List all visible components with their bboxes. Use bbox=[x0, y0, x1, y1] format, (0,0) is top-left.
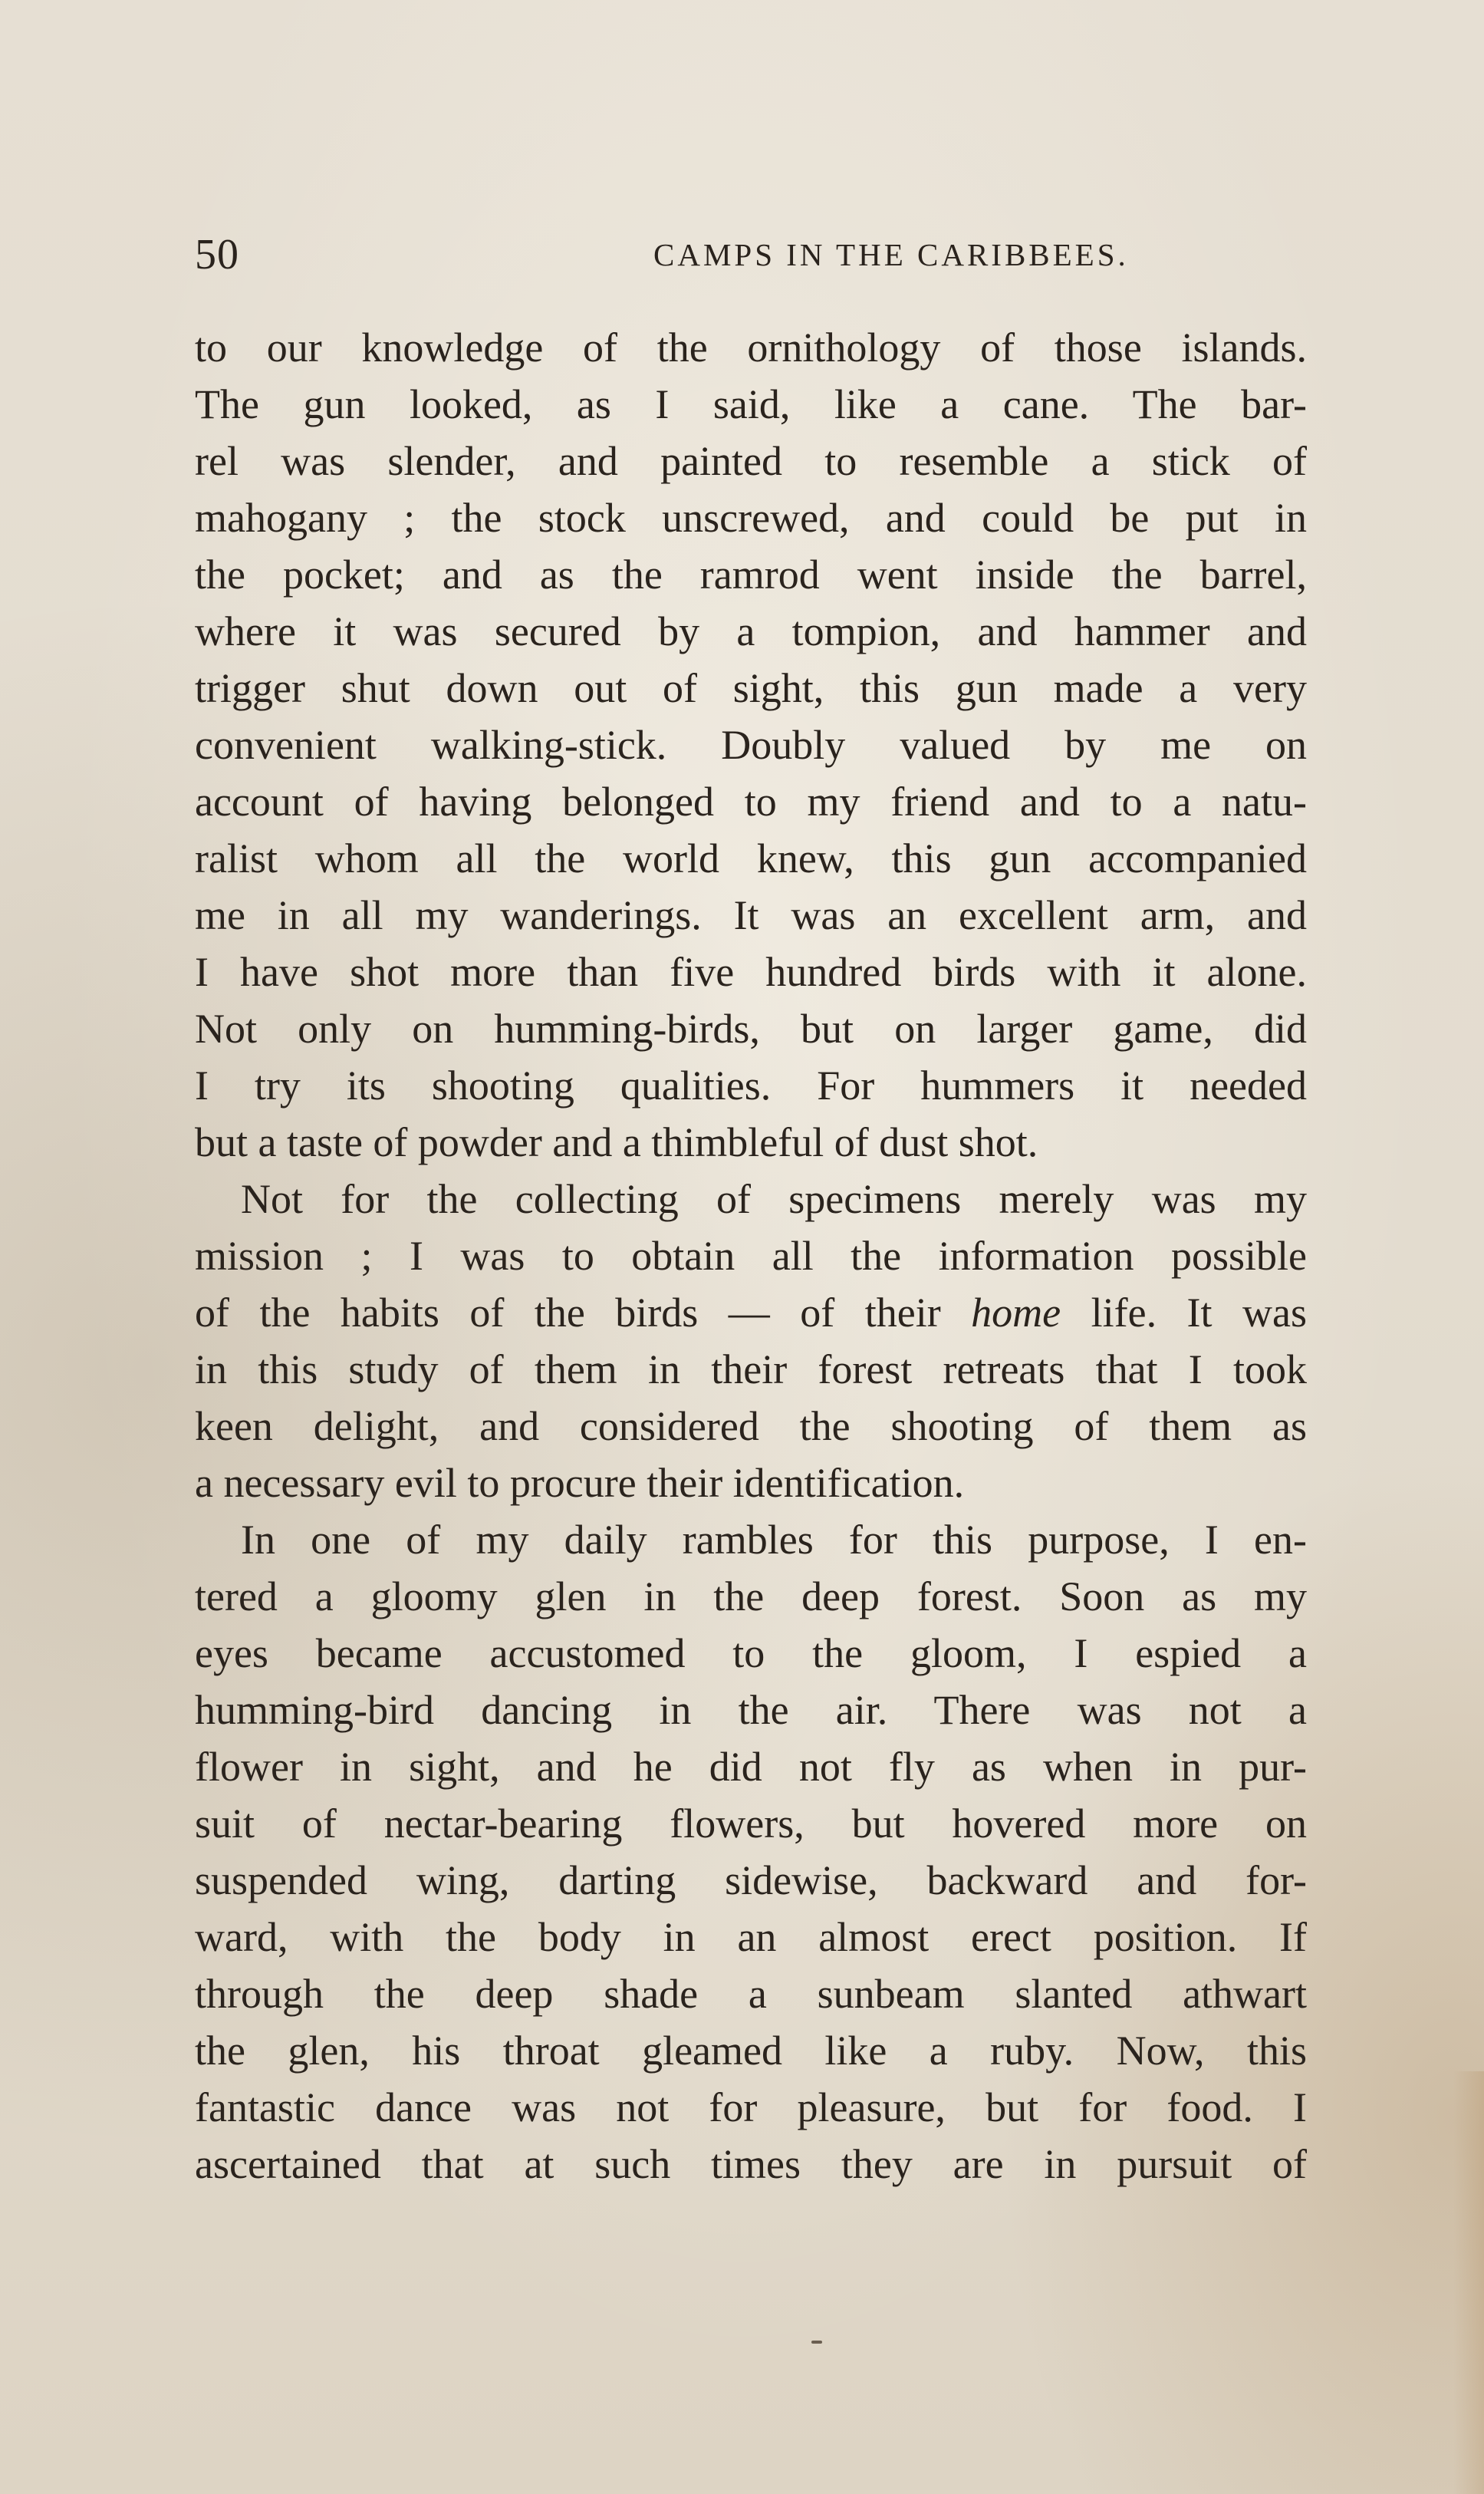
text-line: Not only on humming-birds, but on larger game, did bbox=[195, 1006, 1307, 1052]
text-line: tered a gloomy glen in the deep forest. Soon as my bbox=[195, 1573, 1307, 1619]
text-line: account of having belonged to my friend and to a natu- bbox=[195, 779, 1307, 825]
page-header bbox=[195, 230, 1307, 284]
text-line: a necessary evil to procure their identification. bbox=[195, 1460, 965, 1506]
emphasized-word: home bbox=[971, 1290, 1061, 1336]
text-line: In one of my daily rambles for this purpose, I en- bbox=[241, 1517, 1307, 1563]
text-line: rel was slender, and painted to resemble a stick of bbox=[195, 438, 1307, 484]
text-line: the glen, his throat gleamed like a ruby. Now, this bbox=[195, 2028, 1307, 2074]
text-line: ralist whom all the world knew, this gun accompanied bbox=[195, 835, 1307, 881]
text-line: ascertained that at such times they are in pursuit of bbox=[195, 2141, 1307, 2187]
text-line: I have shot more than five hundred birds with it alone. bbox=[195, 949, 1307, 995]
text-line: me in all my wanderings. It was an excellent arm, and bbox=[195, 892, 1307, 938]
text-line: but a taste of powder and a thimbleful of dust shot. bbox=[195, 1119, 1038, 1165]
text-line: Not for the collecting of specimens merely was my bbox=[241, 1176, 1307, 1222]
text-line: suspended wing, darting sidewise, backward and for- bbox=[195, 1857, 1307, 1903]
running-head: CAMPS IN THE CARIBBEES. bbox=[653, 237, 1129, 272]
text-line: I try its shooting qualities. For hummers it needed bbox=[195, 1063, 1307, 1109]
text-line: the pocket; and as the ramrod went inside the barrel, bbox=[195, 552, 1307, 598]
page-number: 50 bbox=[195, 231, 239, 278]
printer-mark bbox=[811, 2341, 822, 2344]
text-line: of the habits of the birds — of their home life. It was bbox=[195, 1290, 1308, 1336]
text-line: mission ; I was to obtain all the information possible bbox=[195, 1233, 1307, 1279]
text-line: The gun looked, as I said, like a cane. The bar- bbox=[195, 381, 1307, 427]
text-line: in this study of them in their forest retreats that I took bbox=[195, 1346, 1307, 1392]
text-line: eyes became accustomed to the gloom, I espied a bbox=[195, 1630, 1307, 1676]
text-line: mahogany ; the stock unscrewed, and could be put in bbox=[195, 495, 1307, 541]
text-line: through the deep shade a sunbeam slanted athwart bbox=[195, 1971, 1307, 2017]
text-line: fantastic dance was not for pleasure, but for food. I bbox=[195, 2084, 1307, 2130]
text-line: keen delight, and considered the shooting of them as bbox=[195, 1403, 1307, 1449]
text-line: convenient walking-stick. Doubly valued by me on bbox=[195, 722, 1307, 768]
text-line: trigger shut down out of sight, this gun made a very bbox=[195, 665, 1307, 711]
text-line: where it was secured by a tompion, and hammer and bbox=[195, 608, 1307, 654]
body-text bbox=[195, 319, 1307, 2193]
page-edge-stain bbox=[1453, 2071, 1484, 2494]
text-line: ward, with the body in an almost erect position. If bbox=[195, 1914, 1307, 1960]
text-line: suit of nectar-bearing flowers, but hovered more on bbox=[195, 1800, 1307, 1847]
text-line: humming-bird dancing in the air. There was not a bbox=[195, 1687, 1307, 1733]
text-line: to our knowledge of the ornithology of those islands. bbox=[195, 325, 1307, 371]
text-line: flower in sight, and he did not fly as when in pur- bbox=[195, 1744, 1307, 1790]
